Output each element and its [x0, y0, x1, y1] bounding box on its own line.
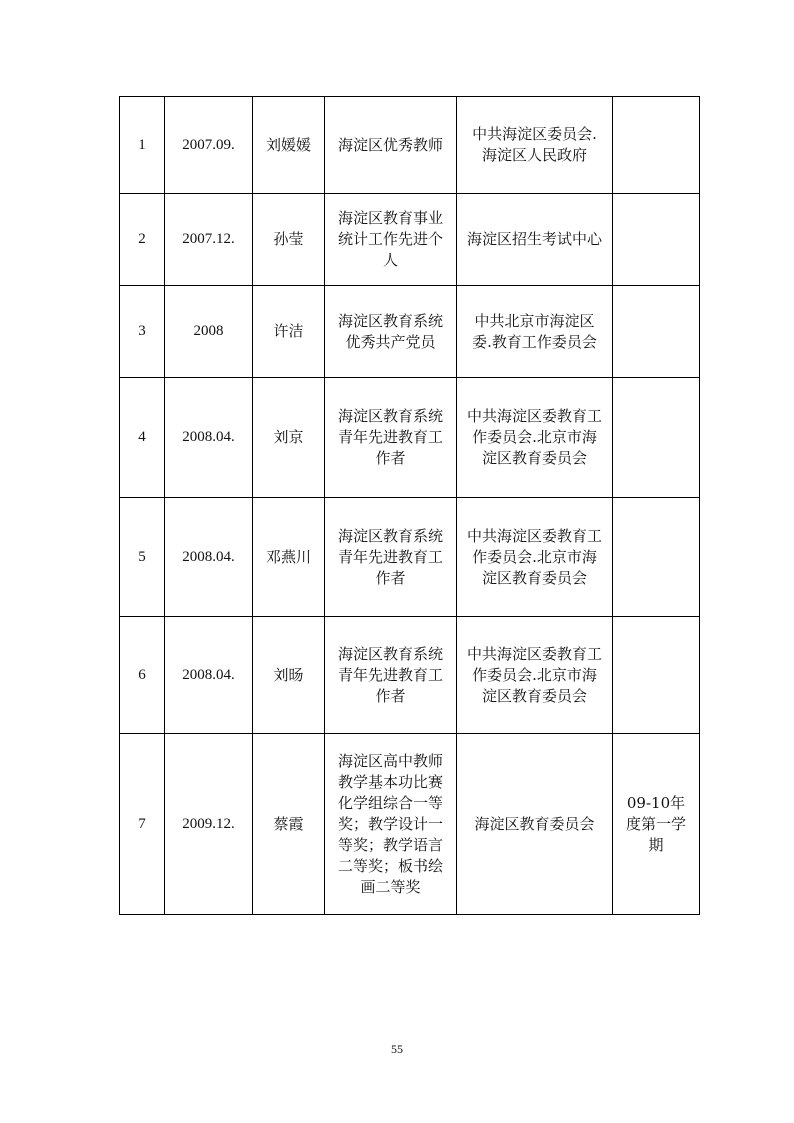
name-cell: 邓燕川 — [253, 498, 325, 617]
note-cell — [613, 194, 700, 286]
table-row — [120, 97, 700, 194]
awards-table — [119, 96, 700, 915]
note-cell — [613, 498, 700, 617]
award-cell: 海淀区教育事业统计工作先进个人 — [325, 194, 457, 286]
issuer-cell: 中共海淀区委教育工作委员会.北京市海淀区教育委员会 — [457, 617, 613, 734]
row-number-cell: 1 — [120, 97, 165, 194]
note-cell — [613, 617, 700, 734]
row-number-cell: 2 — [120, 194, 165, 286]
date-cell: 2008.04. — [165, 378, 253, 498]
issuer-cell: 海淀区教育委员会 — [457, 734, 613, 915]
note-cell: 09-10年度第一学期 — [613, 734, 700, 915]
date-cell: 2007.12. — [165, 194, 253, 286]
date-cell: 2008 — [165, 286, 253, 378]
name-cell: 蔡霞 — [253, 734, 325, 915]
table-row — [120, 378, 700, 498]
name-cell: 刘旸 — [253, 617, 325, 734]
name-cell: 刘媛媛 — [253, 97, 325, 194]
row-number-cell: 5 — [120, 498, 165, 617]
award-cell: 海淀区教育系统优秀共产党员 — [325, 286, 457, 378]
issuer-cell: 海淀区招生考试中心 — [457, 194, 613, 286]
row-number-cell: 4 — [120, 378, 165, 498]
award-cell: 海淀区优秀教师 — [325, 97, 457, 194]
note-cell — [613, 378, 700, 498]
date-cell: 2008.04. — [165, 617, 253, 734]
table-row — [120, 734, 700, 915]
table-row — [120, 617, 700, 734]
row-number-cell: 3 — [120, 286, 165, 378]
date-cell: 2008.04. — [165, 498, 253, 617]
row-number-cell: 6 — [120, 617, 165, 734]
award-cell: 海淀区教育系统青年先进教育工作者 — [325, 617, 457, 734]
name-cell: 许洁 — [253, 286, 325, 378]
note-cell — [613, 97, 700, 194]
name-cell: 刘京 — [253, 378, 325, 498]
issuer-cell: 中共北京市海淀区委.教育工作委员会 — [457, 286, 613, 378]
date-cell: 2009.12. — [165, 734, 253, 915]
award-cell: 海淀区教育系统青年先进教育工作者 — [325, 378, 457, 498]
issuer-cell: 中共海淀区委教育工作委员会.北京市海淀区教育委员会 — [457, 498, 613, 617]
issuer-cell: 中共海淀区委教育工作委员会.北京市海淀区教育委员会 — [457, 378, 613, 498]
table-row — [120, 194, 700, 286]
award-cell: 海淀区高中教师教学基本功比赛化学组综合一等奖；教学设计一等奖；教学语言二等奖；板书绘画二等奖 — [325, 734, 457, 915]
issuer-cell: 中共海淀区委员会.海淀区人民政府 — [457, 97, 613, 194]
table-row — [120, 498, 700, 617]
table-row — [120, 286, 700, 378]
note-cell — [613, 286, 700, 378]
date-cell: 2007.09. — [165, 97, 253, 194]
page-number: 55 — [391, 1042, 403, 1056]
row-number-cell: 7 — [120, 734, 165, 915]
name-cell: 孙莹 — [253, 194, 325, 286]
award-cell: 海淀区教育系统青年先进教育工作者 — [325, 498, 457, 617]
